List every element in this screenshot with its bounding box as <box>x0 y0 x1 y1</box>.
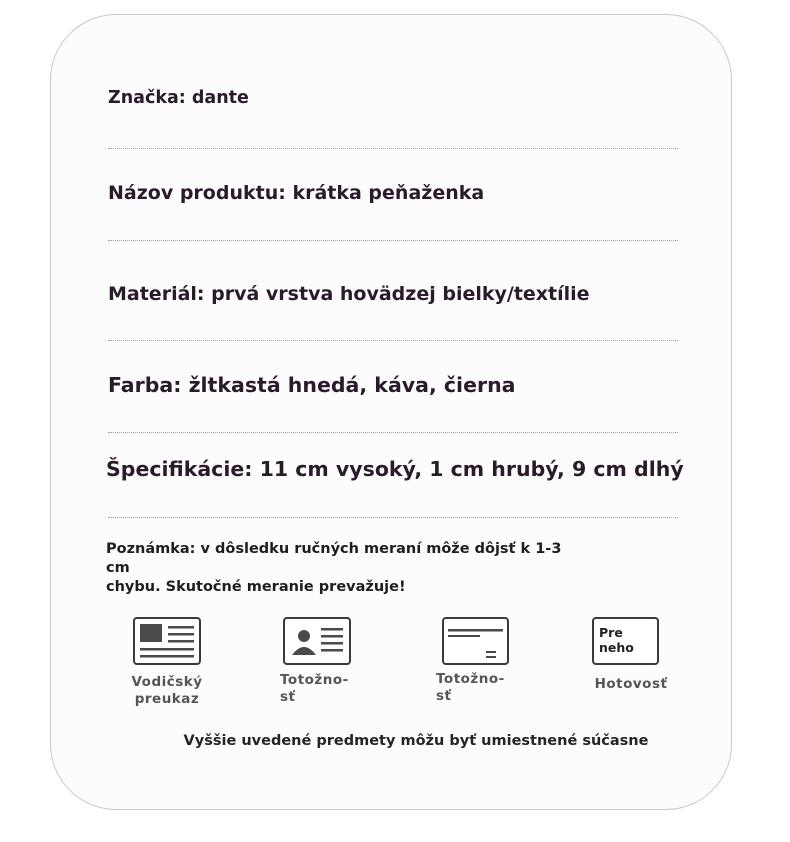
item-label-drivers-license: Vodičský preukaz <box>131 674 203 707</box>
brand-row: Značka: dante <box>108 88 249 108</box>
item-label-cash: Hotovosť <box>594 676 668 692</box>
divider <box>108 340 678 341</box>
item-label-bank-card: Totožno- sť <box>436 671 505 704</box>
dimensions-row: Špecifikácie: 11 cm vysoký, 1 cm hrubý, 9 cm dlhý <box>106 457 684 481</box>
footer-note: Vyššie uvedené predmety môžu byť umiestnené súčasne <box>183 733 649 749</box>
note-line-1: Poznámka: v dôsledku ručných meraní môže dôjsť k 1-3 cm <box>106 541 562 576</box>
divider <box>108 517 678 518</box>
divider <box>108 148 678 149</box>
divider <box>108 240 678 241</box>
measurement-note <box>106 540 586 597</box>
material-row: Materiál: prvá vrstva hovädzej bielky/textílie <box>108 283 590 305</box>
item-label-id-card: Totožno- sť <box>280 672 349 705</box>
note-line-2: chybu. Skutočné meranie prevažuje! <box>106 579 406 595</box>
id-card-icon <box>283 617 351 665</box>
color-row: Farba: žltkastá hnedá, káva, čierna <box>108 373 516 397</box>
cash-icon: Pre neho <box>592 617 659 665</box>
drivers-license-icon <box>133 617 201 665</box>
bank-card-icon <box>442 617 509 665</box>
product-name-row: Názov produktu: krátka peňaženka <box>108 182 485 204</box>
divider <box>108 432 678 433</box>
